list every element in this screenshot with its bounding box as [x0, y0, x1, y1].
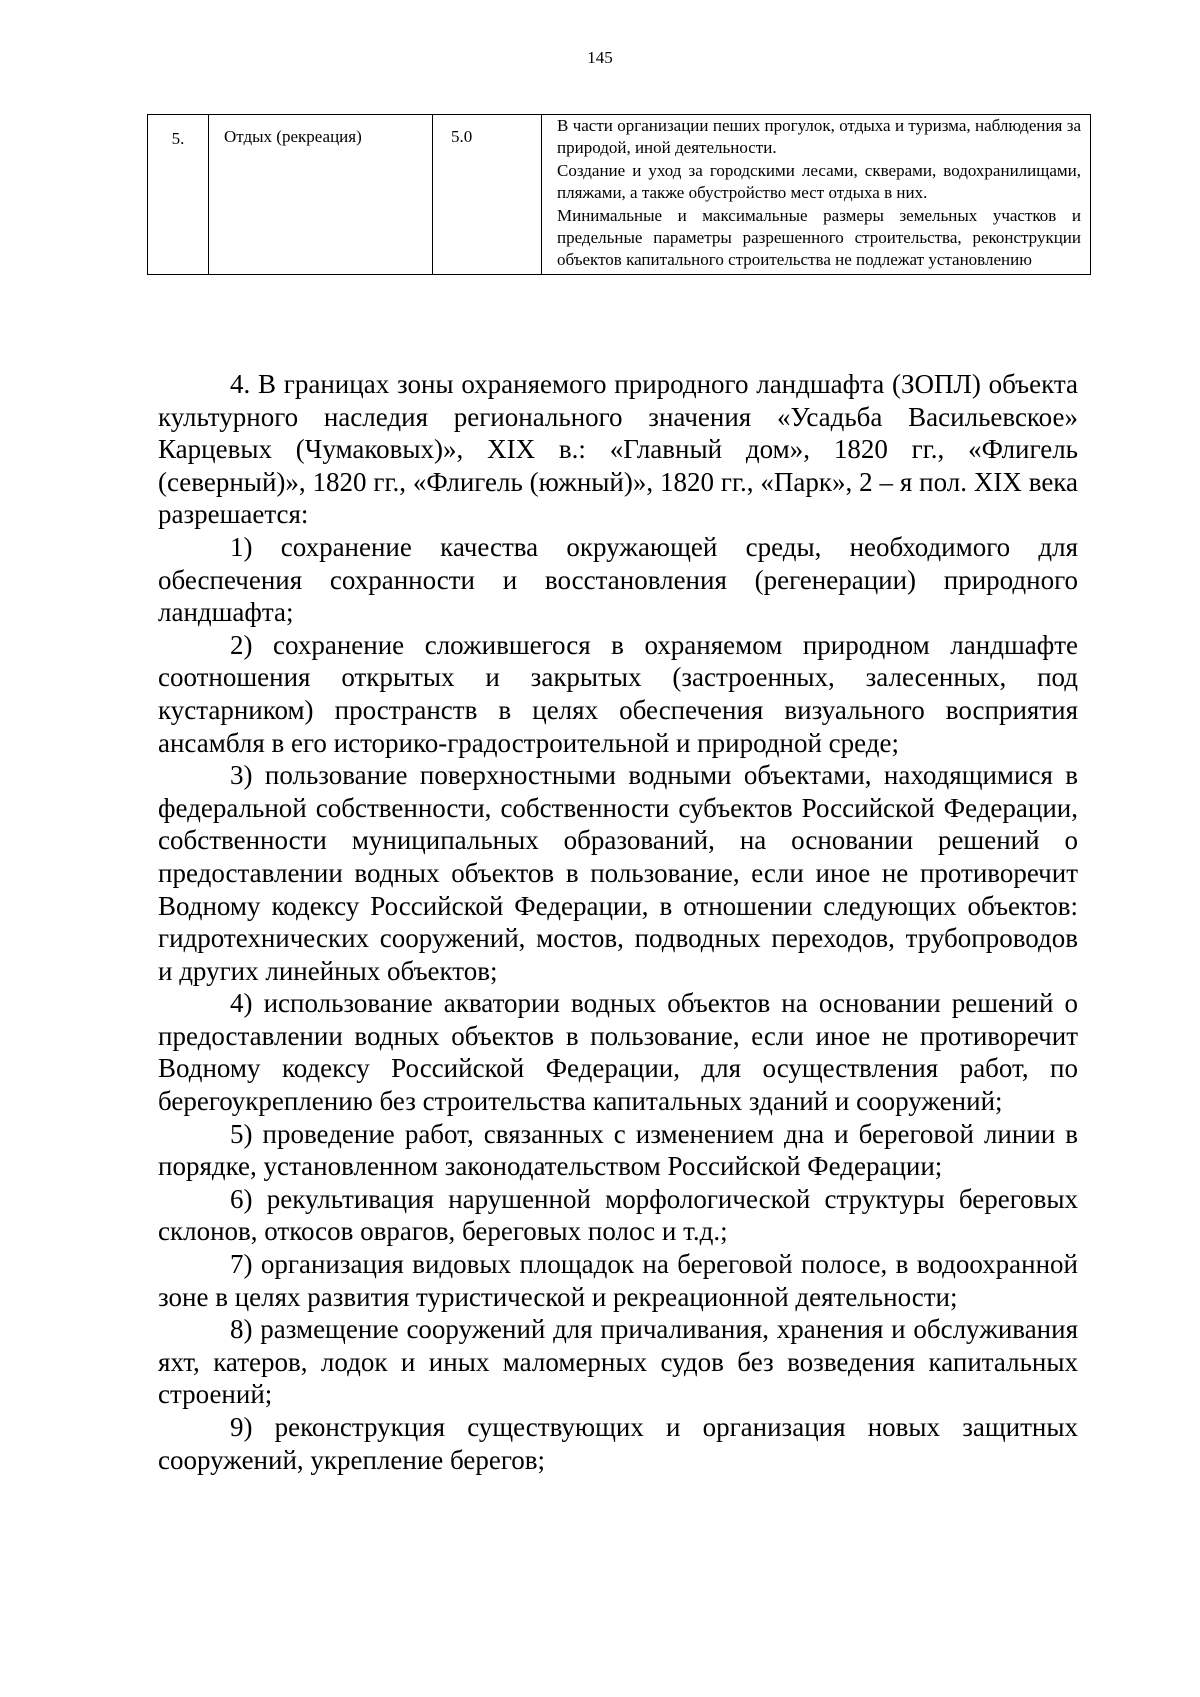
list-item: 3) пользование поверхностными водными объектами, находящимися в федеральной собственности, собственности субъектов Российской Федерации, собственности муниципальных образований, на основании решений о предоставлении водных объектов в пользование, если иное не противоречит Водному кодексу Российской Федерации, в отношении следующих объектов: гидротехнических сооружений, мостов, подводных переходов, трубопроводов и других линейных объектов; — [158, 760, 1078, 986]
description-paragraph: Создание и уход за городскими лесами, скверами, водохранилищами, пляжами, а также обустройство мест отдыха в них. — [557, 160, 1081, 203]
list-item: 4) использование акватории водных объектов на основании решений о предоставлении водных объектов в пользование, если иное не противоречит Водному кодексу Российской Федерации, для осуществления работ, по берегоукреплению без строительства капитальных зданий и сооружений; — [158, 988, 1078, 1117]
document-body — [158, 368, 1078, 1476]
list-item: 9) реконструкция существующих и организация новых защитных сооружений, укрепление берегов; — [158, 1412, 1078, 1475]
page-number: 145 — [587, 48, 613, 67]
table-row — [148, 115, 1091, 275]
list-item: 1) сохранение качества окружающей среды, необходимого для обеспечения сохранности и восстановления (регенерации) природного ландшафта; — [158, 531, 1078, 628]
list-item: 6) рекультивация нарушенной морфологической структуры береговых склонов, откосов оврагов, береговых полос и т.д.; — [158, 1183, 1078, 1247]
use-type-code-cell: 5.0 — [433, 115, 542, 275]
description-paragraph: Минимальные и максимальные размеры земельных участков и предельные параметры разрешенного строительства, реконструкции объектов капитального строительства не подлежат установлению — [557, 205, 1081, 270]
list-item: 5) проведение работ, связанных с изменением дна и береговой линии в порядке, установленном законодательством Российской Федерации; — [158, 1118, 1078, 1182]
list-item: 2) сохранение сложившегося в охраняемом природном ландшафте соотношения открытых и закрытых (застроенных, залесенных, под кустарником) пространств в целях обеспечения визуального восприятия ансамбля в его историко-градостроительной и природной среде; — [158, 629, 1078, 758]
section-intro-paragraph: 4. В границах зоны охраняемого природного ландшафта (ЗОПЛ) объекта культурного наследия регионального значения «Усадьба Васильевское» Карцевых (Чумаковых)», XIX в.: «Главный дом», 1820 гг., «Флигель (северный)», 1820 гг., «Флигель (южный)», 1820 гг., «Парк», 2 – я пол. XIX века разрешается: — [158, 369, 1078, 530]
description-paragraph: В части организации пеших прогулок, отдыха и туризма, наблюдения за природой, иной деятельности. — [557, 116, 1081, 158]
row-number-cell: 5. — [148, 115, 209, 275]
list-item: 7) организация видовых площадок на береговой полосе, в водоохранной зоне в целях развития туристической и рекреационной деятельности; — [158, 1249, 1078, 1312]
use-type-name-cell: Отдых (рекреация) — [209, 115, 433, 275]
list-item: 8) размещение сооружений для причаливания, хранения и обслуживания яхт, катеров, лодок и иных маломерных судов без возведения капитальных строений; — [158, 1314, 1078, 1410]
use-type-description-cell — [542, 115, 1091, 275]
land-use-table — [147, 114, 1091, 275]
